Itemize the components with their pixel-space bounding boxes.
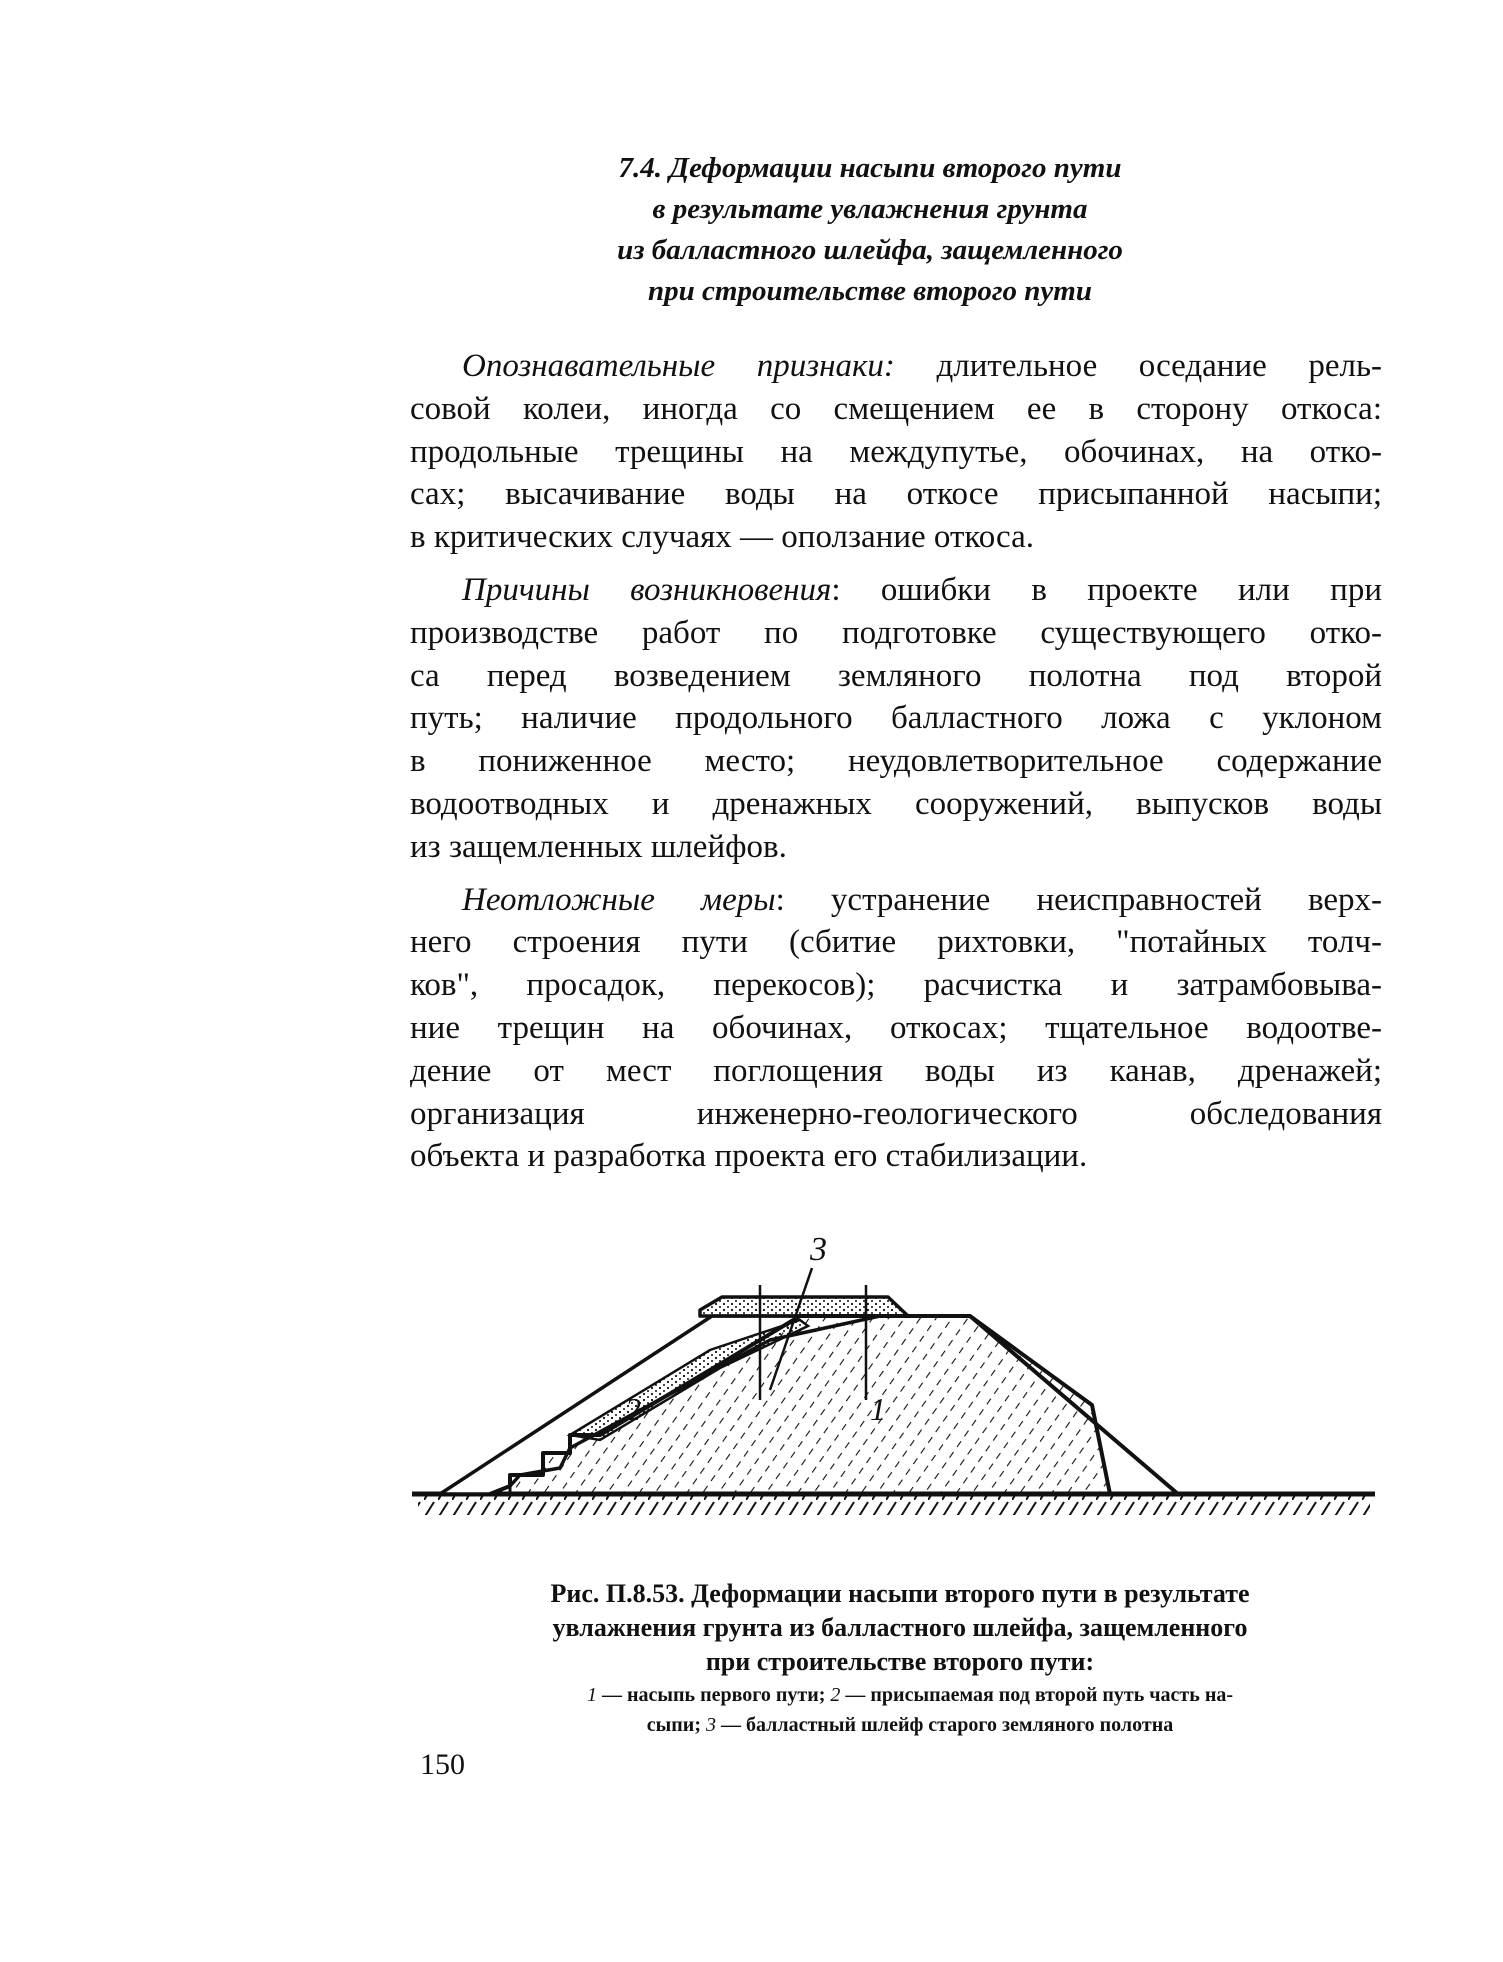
- text-line: организация инженерно-геологического обследования: [410, 1095, 1382, 1132]
- page-number: 150: [420, 1748, 465, 1781]
- text-line: продольные трещины на междупутье, обочинах, на отко-: [410, 433, 1382, 470]
- text-line: сах; высачивание воды на откосе присыпанной насыпи;: [410, 476, 1382, 513]
- text-line: него строения пути (сбитие рихтовки, "потайных толч-: [410, 924, 1382, 961]
- paragraph-measures: [410, 879, 1382, 1179]
- label-1: 1: [870, 1391, 886, 1427]
- legend-line: 1 — насыпь первого пути; 2 — присыпаемая под второй путь часть на-: [586, 1684, 1234, 1706]
- heading-line: при строительстве второго пути: [648, 275, 1092, 307]
- text-line: Неотложные меры: устранение неисправностей верх-: [462, 881, 1382, 918]
- text-line: из защемленных шлейфов.: [410, 828, 787, 865]
- heading-line: 7.4. Деформации насыпи второго пути: [618, 152, 1122, 184]
- legend-line: сыпи; 3 — балластный шлейф старого земляного полотна: [646, 1714, 1174, 1736]
- caption-line: увлажнения грунта из балластного шлейфа, защемленного: [552, 1613, 1248, 1642]
- text-line: в критических случаях — оползание откоса.: [410, 519, 1035, 556]
- text-line: водоотводных и дренажных сооружений, выпусков воды: [410, 785, 1382, 822]
- section-heading: [480, 148, 1260, 312]
- ballast-prism: [700, 1297, 908, 1316]
- text-line: ков", просадок, перекосов); расчистка и затрамбовыва-: [410, 967, 1382, 1004]
- paragraph-lead: Опознавательные признаки:: [462, 348, 895, 384]
- text-line: совой колеи, иногда со смещением ее в сторону откоса:: [410, 390, 1382, 427]
- text-line: са перед возведением земляного полотна под второй: [410, 657, 1382, 694]
- text-line: производстве работ по подготовке существующего отко-: [410, 614, 1382, 651]
- label-2: 2: [625, 1391, 641, 1427]
- caption-line: Рис. П.8.53. Деформации насыпи второго пути в результате: [550, 1579, 1250, 1608]
- text-line: дение от мест поглощения воды из канав, дренажей;: [410, 1052, 1382, 1089]
- embankment-figure: [410, 1230, 1390, 1580]
- paragraph-lead: Неотложные меры: [462, 881, 776, 918]
- figure-legend: [420, 1680, 1400, 1740]
- paragraph-signs: [410, 345, 1382, 559]
- text-line: Причины возникновения: ошибки в проекте или при: [462, 571, 1382, 608]
- body-text: [410, 345, 1382, 1188]
- ground-hatching: [418, 1495, 1370, 1515]
- paragraph-lead: Причины возникновения: [462, 571, 832, 608]
- text-line: путь; наличие продольного балластного ложа с уклоном: [410, 700, 1382, 737]
- paragraph-causes: [410, 569, 1382, 869]
- text-line: Опознавательные признаки: длительное оседание рель-: [462, 348, 1382, 384]
- text-line: объекта и разработка проекта его стабилизации.: [410, 1138, 1088, 1175]
- heading-line: в результате увлажнения грунта: [652, 193, 1088, 225]
- figure-caption: [400, 1577, 1400, 1679]
- label-3: 3: [810, 1231, 827, 1268]
- text-line: в пониженное место; неудовлетворительное содержание: [410, 743, 1382, 780]
- heading-line: из балластного шлейфа, защемленного: [617, 234, 1123, 266]
- caption-line: при строительстве второго пути:: [705, 1647, 1095, 1676]
- text-line: ние трещин на обочинах, откосах; тщательное водоотве-: [410, 1009, 1382, 1046]
